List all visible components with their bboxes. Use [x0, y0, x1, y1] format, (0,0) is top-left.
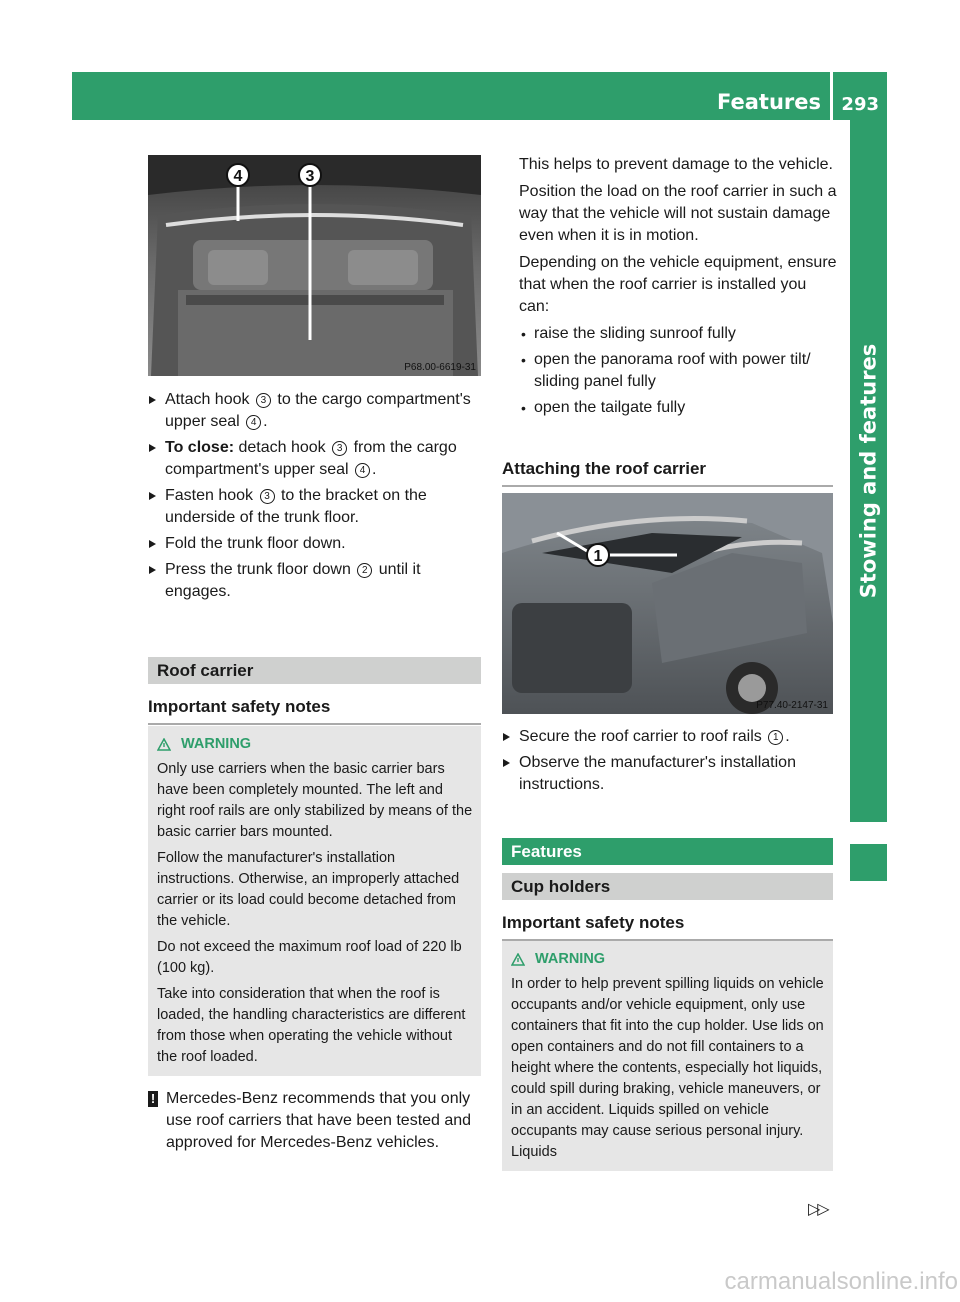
roof-callout-1: 1 — [593, 548, 603, 565]
subhead-safety-left: Important safety notes — [148, 696, 481, 725]
right-paragraph: Position the load on the roof carrier in such a way that the vehicle will not sustain damage even when it is in motion. — [519, 183, 837, 244]
trunk-callout-3: 3 — [305, 168, 315, 185]
bullet-item: • open the panorama roof with power tilt/ sliding panel fully — [519, 349, 837, 393]
warning-header — [157, 734, 473, 755]
section-features: Features — [502, 838, 833, 865]
bullet-item: • raise the sliding sunroof fully — [519, 323, 837, 345]
step-to-close: To close: detach hook 3 from the cargo compartment's upper seal 4 . — [148, 437, 483, 481]
header-divider — [830, 72, 833, 120]
trunk-callout-4: 4 — [233, 168, 243, 185]
right-paragraph: This helps to prevent damage to the vehicle. — [519, 156, 833, 173]
right-intro — [519, 154, 837, 423]
warning-text: In order to help prevent spilling liquids on vehicle occupants and/or vehicle equipment, only use containers that fit into the cup holder. Use lids on open containers and do not fill containers to a height where the contents, especially hot liquids, could spill during braking, vehicle maneuvers, or in an accident. Liquids spilled on vehicle occupants may cause serious personal injury. Liquids — [511, 976, 824, 1160]
note-mercedes — [148, 1088, 483, 1154]
section-roof-carrier: Roof carrier — [148, 657, 481, 684]
step-observe-instructions: Observe the manufacturer's installation instructions. — [502, 752, 835, 796]
warning-triangle-icon — [157, 738, 171, 751]
warning-box-cup — [502, 941, 833, 1171]
warning-label: WARNING — [535, 951, 606, 967]
header-title: Features — [717, 90, 821, 114]
continue-arrows-icon: ▷▷ — [808, 1201, 827, 1218]
section-cup-holders: Cup holders — [502, 873, 833, 900]
step-fasten-hook: Fasten hook 3 to the bracket on the underside of the trunk floor. — [148, 485, 483, 529]
warning-text: Take into consideration that when the roof is loaded, the handling characteristics are different from those when operating the vehicle without the roof loaded. — [157, 986, 466, 1065]
trunk-figure-code: P68.00-6619-31 — [404, 362, 476, 373]
step-press-floor: Press the trunk floor down 2 until it engages. — [148, 559, 483, 603]
step-fold-floor: Fold the trunk floor down. — [148, 533, 483, 555]
trunk-figure — [148, 155, 481, 376]
left-steps — [148, 389, 483, 607]
step-secure-carrier: Secure the roof carrier to roof rails 1 . — [502, 726, 835, 748]
warning-box-roof — [148, 726, 481, 1076]
page-header — [72, 72, 887, 120]
warning-header — [511, 949, 825, 970]
side-marker — [850, 844, 887, 881]
watermark: carmanualsonline.info — [724, 1268, 958, 1295]
bullet-item: • open the tailgate fully — [519, 397, 837, 419]
right-steps — [502, 726, 835, 800]
note-exclamation-icon: ! — [148, 1091, 158, 1107]
warning-text: Follow the manufacturer's installation instructions. Otherwise, an improperly attached carrier or its load could become detached from the vehicle. — [157, 850, 460, 929]
subhead-safety-right: Important safety notes — [502, 912, 833, 941]
right-paragraph: Depending on the vehicle equipment, ensure that when the roof carrier is installed you can: — [519, 254, 837, 315]
warning-text: Do not exceed the maximum roof load of 220 lb (100 kg). — [157, 939, 462, 976]
warning-triangle-icon — [511, 953, 525, 966]
step-attach-hook: Attach hook 3 to the cargo compartment's upper seal 4 . — [148, 389, 483, 433]
note-text: Mercedes-Benz recommends that you only use roof carriers that have been tested and approved for Mercedes-Benz vehicles. — [166, 1090, 472, 1151]
page-number: 293 — [841, 94, 879, 115]
trunk-illustration — [148, 155, 481, 376]
warning-label: WARNING — [181, 736, 252, 752]
roof-illustration — [502, 493, 833, 714]
side-tab-label: Stowing and features — [856, 343, 881, 599]
roof-figure — [502, 493, 833, 714]
roof-figure-code: P77.40-2147-31 — [756, 700, 828, 711]
subhead-attaching: Attaching the roof carrier — [502, 458, 833, 487]
side-tab-label-wrap — [850, 120, 887, 822]
warning-text: Only use carriers when the basic carrier bars have been completely mounted. The left and right roof rails are only stabilized by means of the basic carrier bars mounted. — [157, 761, 473, 840]
